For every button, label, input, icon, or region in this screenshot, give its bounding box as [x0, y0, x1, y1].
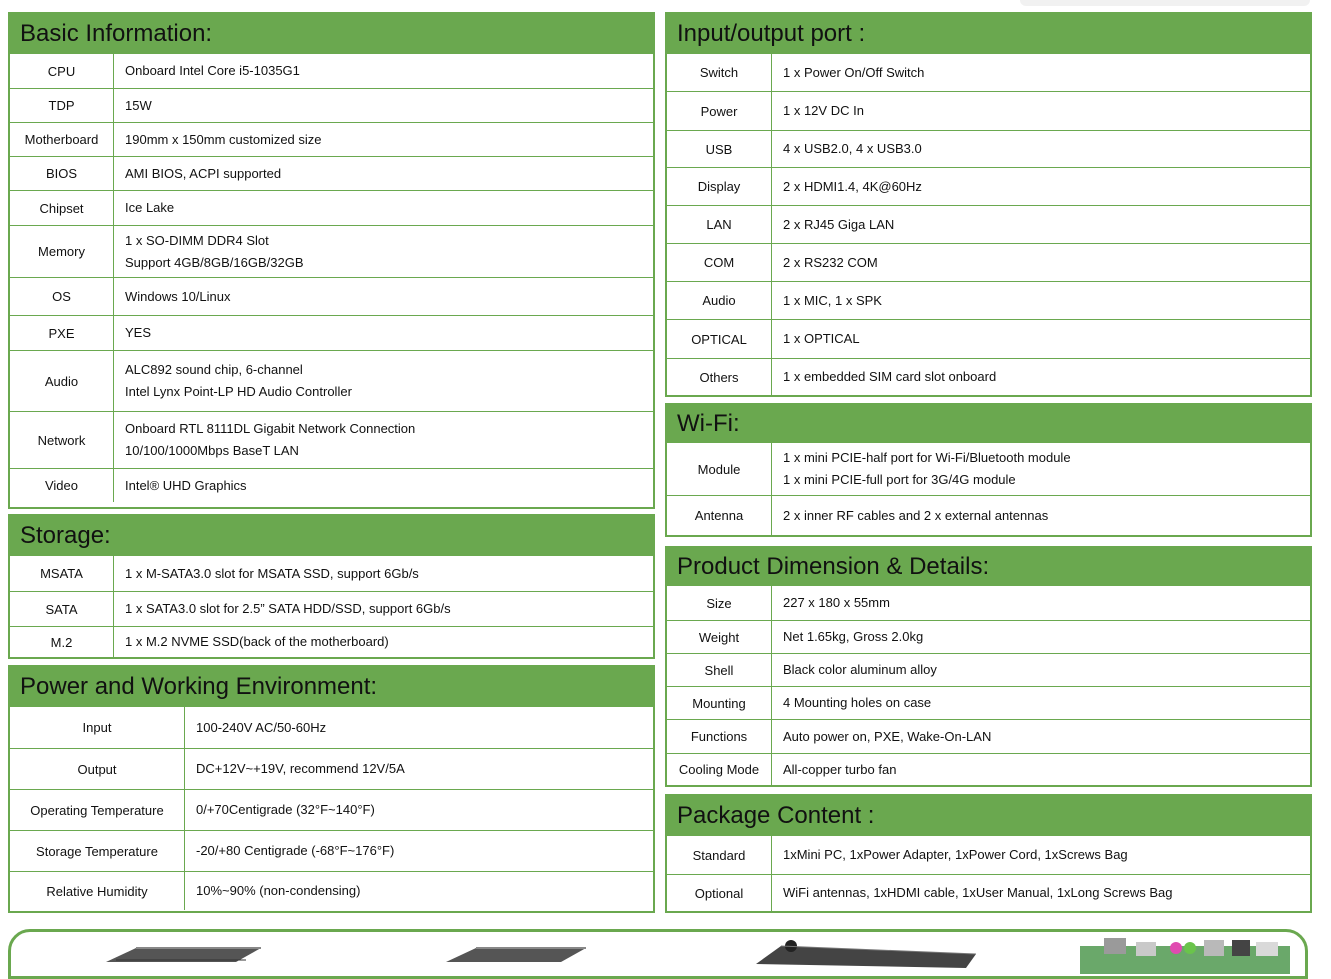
row-value-line: 190mm x 150mm customized size	[125, 131, 322, 147]
row-label: Functions	[667, 720, 772, 753]
table-row	[10, 789, 653, 830]
row-value	[114, 123, 653, 156]
row-label: Video	[10, 469, 114, 502]
io-port-title: Input/output port :	[667, 14, 1310, 54]
table-row	[667, 205, 1310, 243]
row-value	[772, 754, 1310, 785]
row-label: Size	[667, 586, 772, 620]
table-row	[10, 190, 653, 225]
row-value	[114, 412, 653, 468]
row-label: Input	[10, 707, 185, 748]
row-label: Audio	[667, 282, 772, 319]
row-value-line: 2 x RJ45 Giga LAN	[783, 216, 895, 232]
product-dimension-title: Product Dimension & Details:	[667, 548, 1310, 586]
row-label: Audio	[10, 351, 114, 411]
power-environment-panel	[8, 665, 655, 913]
mini-pc-image-2	[441, 942, 591, 972]
row-value	[185, 790, 653, 830]
row-value	[772, 131, 1310, 167]
row-value	[114, 191, 653, 225]
table-row	[667, 753, 1310, 785]
row-value-line: 227 x 180 x 55mm	[783, 595, 890, 610]
row-value-line: AMI BIOS, ACPI supported	[125, 165, 282, 181]
table-row	[10, 830, 653, 871]
io-port-panel	[665, 12, 1312, 397]
row-value-line: Intel® UHD Graphics	[125, 477, 247, 493]
row-label: Standard	[667, 836, 772, 874]
storage-panel	[8, 514, 655, 659]
table-row	[10, 871, 653, 910]
row-label: Motherboard	[10, 123, 114, 156]
row-value-line: Auto power on, PXE, Wake-On-LAN	[783, 728, 992, 744]
table-row	[667, 586, 1310, 620]
io-port-table	[667, 54, 1310, 395]
table-row	[10, 54, 653, 88]
row-value	[772, 654, 1310, 686]
table-row	[667, 281, 1310, 319]
power-environment-title: Power and Working Environment:	[10, 667, 653, 707]
row-value-line: 2 x RS232 COM	[783, 254, 878, 270]
row-value	[114, 627, 653, 657]
row-label: TDP	[10, 89, 114, 122]
row-value-line: Ice Lake	[125, 200, 175, 215]
row-value-line: 2 x inner RF cables and 2 x external antennas	[783, 507, 1049, 523]
product-dimension-table	[667, 586, 1310, 785]
row-value	[772, 359, 1310, 395]
table-row	[667, 54, 1310, 91]
row-value	[772, 168, 1310, 205]
storage-table	[10, 556, 653, 657]
row-value-line: DC+12V~+19V, recommend 12V/5A	[196, 761, 405, 776]
row-value-line: 1 x M.2 NVME SSD(back of the motherboard)	[125, 634, 389, 649]
row-value	[772, 621, 1310, 653]
product-dimension-panel	[665, 546, 1312, 787]
row-value-line: 1 x SO-DIMM DDR4 Slot	[125, 232, 269, 248]
row-value	[114, 469, 653, 502]
mini-pc-image-1	[96, 942, 266, 972]
table-row	[10, 556, 653, 591]
storage-title: Storage:	[10, 516, 653, 556]
top-decoration	[1020, 0, 1310, 6]
row-label: Weight	[667, 621, 772, 653]
basic-information-panel	[8, 12, 655, 509]
row-value-line: Onboard Intel Core i5-1035G1	[125, 63, 300, 78]
table-row	[667, 91, 1310, 130]
row-value	[114, 278, 653, 315]
row-value-line: Onboard RTL 8111DL Gigabit Network Connection	[125, 421, 416, 436]
row-value	[772, 687, 1310, 719]
row-value	[772, 206, 1310, 243]
table-row	[10, 88, 653, 122]
row-value-line: 1 x 12V DC In	[783, 103, 864, 118]
table-row	[667, 620, 1310, 653]
row-value-line: Intel Lynx Point-LP HD Audio Controller	[125, 384, 352, 399]
row-label: Cooling Mode	[667, 754, 772, 785]
row-value	[772, 496, 1310, 535]
row-value-line: 100-240V AC/50-60Hz	[196, 719, 327, 735]
row-label: BIOS	[10, 157, 114, 190]
table-row	[667, 243, 1310, 281]
table-row	[667, 719, 1310, 753]
row-value	[772, 54, 1310, 91]
row-label: Display	[667, 168, 772, 205]
row-label: Chipset	[10, 191, 114, 225]
row-value	[114, 316, 653, 350]
basic-information-title: Basic Information:	[10, 14, 653, 54]
table-row	[10, 411, 653, 468]
table-row	[10, 626, 653, 657]
row-value	[114, 226, 653, 277]
row-value-line: 4 Mounting holes on case	[783, 695, 932, 710]
row-value-line: 1 x SATA3.0 slot for 2.5” SATA HDD/SSD, support 6Gb/s	[125, 601, 451, 616]
row-value	[114, 351, 653, 411]
row-value-line: 2 x HDMI1.4, 4K@60Hz	[783, 178, 922, 194]
row-value-line: YES	[125, 325, 152, 340]
row-label: Storage Temperature	[10, 831, 185, 871]
row-value	[114, 556, 653, 591]
row-label: Optional	[667, 875, 772, 911]
table-row	[667, 358, 1310, 395]
row-value-line: Support 4GB/8GB/16GB/32GB	[125, 254, 304, 270]
row-value	[114, 54, 653, 88]
row-label: COM	[667, 244, 772, 281]
row-value	[114, 89, 653, 122]
table-row	[10, 277, 653, 315]
row-label: M.2	[10, 627, 114, 657]
row-label: MSATA	[10, 556, 114, 591]
table-row	[10, 225, 653, 277]
row-label: Memory	[10, 226, 114, 277]
table-row	[667, 874, 1310, 911]
power-environment-table	[10, 707, 653, 910]
package-content-title: Package Content :	[667, 796, 1310, 836]
row-value-line: 1 x Power On/Off Switch	[783, 64, 925, 80]
row-value-line: 1xMini PC, 1xPower Adapter, 1xPower Cord, 1xScrews Bag	[783, 847, 1128, 862]
table-row	[10, 156, 653, 190]
table-row	[10, 315, 653, 350]
row-value-line: 1 x M-SATA3.0 slot for MSATA SSD, support 6Gb/s	[125, 565, 419, 581]
row-value-line: 4 x USB2.0, 4 x USB3.0	[783, 141, 922, 156]
row-value	[114, 592, 653, 626]
wifi-title: Wi-Fi:	[667, 405, 1310, 443]
row-value	[772, 92, 1310, 130]
row-label: SATA	[10, 592, 114, 626]
table-row	[667, 130, 1310, 167]
row-value	[185, 749, 653, 789]
row-value-line: Black color aluminum alloy	[783, 662, 937, 677]
row-label: Antenna	[667, 496, 772, 535]
row-value-line: 10%~90% (non-condensing)	[196, 883, 361, 898]
row-label: USB	[667, 131, 772, 167]
row-value	[772, 586, 1310, 620]
table-row	[10, 350, 653, 411]
row-value-line: 1 x embedded SIM card slot onboard	[783, 369, 997, 384]
table-row	[10, 468, 653, 502]
table-row	[10, 707, 653, 748]
row-label: OS	[10, 278, 114, 315]
row-value	[185, 831, 653, 871]
row-value-line: 1 x mini PCIE-half port for Wi-Fi/Bluetooth module	[783, 450, 1071, 465]
mini-pc-image-3	[751, 934, 981, 974]
row-value-line: ALC892 sound chip, 6-channel	[125, 362, 303, 377]
row-value-line: Net 1.65kg, Gross 2.0kg	[783, 629, 924, 644]
basic-information-table	[10, 54, 653, 502]
row-label: Others	[667, 359, 772, 395]
row-value-line: All-copper turbo fan	[783, 761, 897, 777]
row-label: Mounting	[667, 687, 772, 719]
package-content-table	[667, 836, 1310, 911]
row-value-line: 1 x MIC, 1 x SPK	[783, 292, 882, 308]
row-value-line: 1 x OPTICAL	[783, 331, 860, 346]
row-value	[772, 720, 1310, 753]
row-label: Shell	[667, 654, 772, 686]
table-row	[667, 686, 1310, 719]
row-label: Switch	[667, 54, 772, 91]
motherboard-image	[1076, 934, 1296, 974]
wifi-panel	[665, 403, 1312, 537]
row-value	[185, 707, 653, 748]
row-value-line: WiFi antennas, 1xHDMI cable, 1xUser Manual, 1xLong Screws Bag	[783, 885, 1173, 900]
row-label: Module	[667, 443, 772, 495]
row-value	[772, 282, 1310, 319]
row-value-line: -20/+80 Centigrade (-68°F~176°F)	[196, 843, 395, 858]
table-row	[667, 653, 1310, 686]
row-label: Power	[667, 92, 772, 130]
table-row	[667, 319, 1310, 358]
table-row	[10, 748, 653, 789]
row-value	[114, 157, 653, 190]
table-row	[667, 836, 1310, 874]
table-row	[667, 495, 1310, 535]
table-row	[667, 443, 1310, 495]
row-value	[772, 320, 1310, 358]
row-value-line: Windows 10/Linux	[125, 288, 231, 304]
row-label: Operating Temperature	[10, 790, 185, 830]
row-value	[185, 872, 653, 910]
row-value-line: 0/+70Centigrade (32°F~140°F)	[196, 802, 375, 817]
row-label: OPTICAL	[667, 320, 772, 358]
row-label: CPU	[10, 54, 114, 88]
row-value	[772, 875, 1310, 911]
row-label: Output	[10, 749, 185, 789]
row-value	[772, 443, 1310, 495]
row-label: LAN	[667, 206, 772, 243]
row-label: Relative Humidity	[10, 872, 185, 910]
row-label: PXE	[10, 316, 114, 350]
table-row	[10, 591, 653, 626]
row-value	[772, 244, 1310, 281]
row-value-line: 15W	[125, 97, 152, 113]
table-row	[667, 167, 1310, 205]
row-value-line: 1 x mini PCIE-full port for 3G/4G module	[783, 472, 1016, 487]
row-value-line: 10/100/1000Mbps BaseT LAN	[125, 443, 299, 458]
row-value	[772, 836, 1310, 874]
product-images-strip	[8, 929, 1308, 979]
package-content-panel	[665, 794, 1312, 913]
table-row	[10, 122, 653, 156]
wifi-table	[667, 443, 1310, 535]
row-label: Network	[10, 412, 114, 468]
